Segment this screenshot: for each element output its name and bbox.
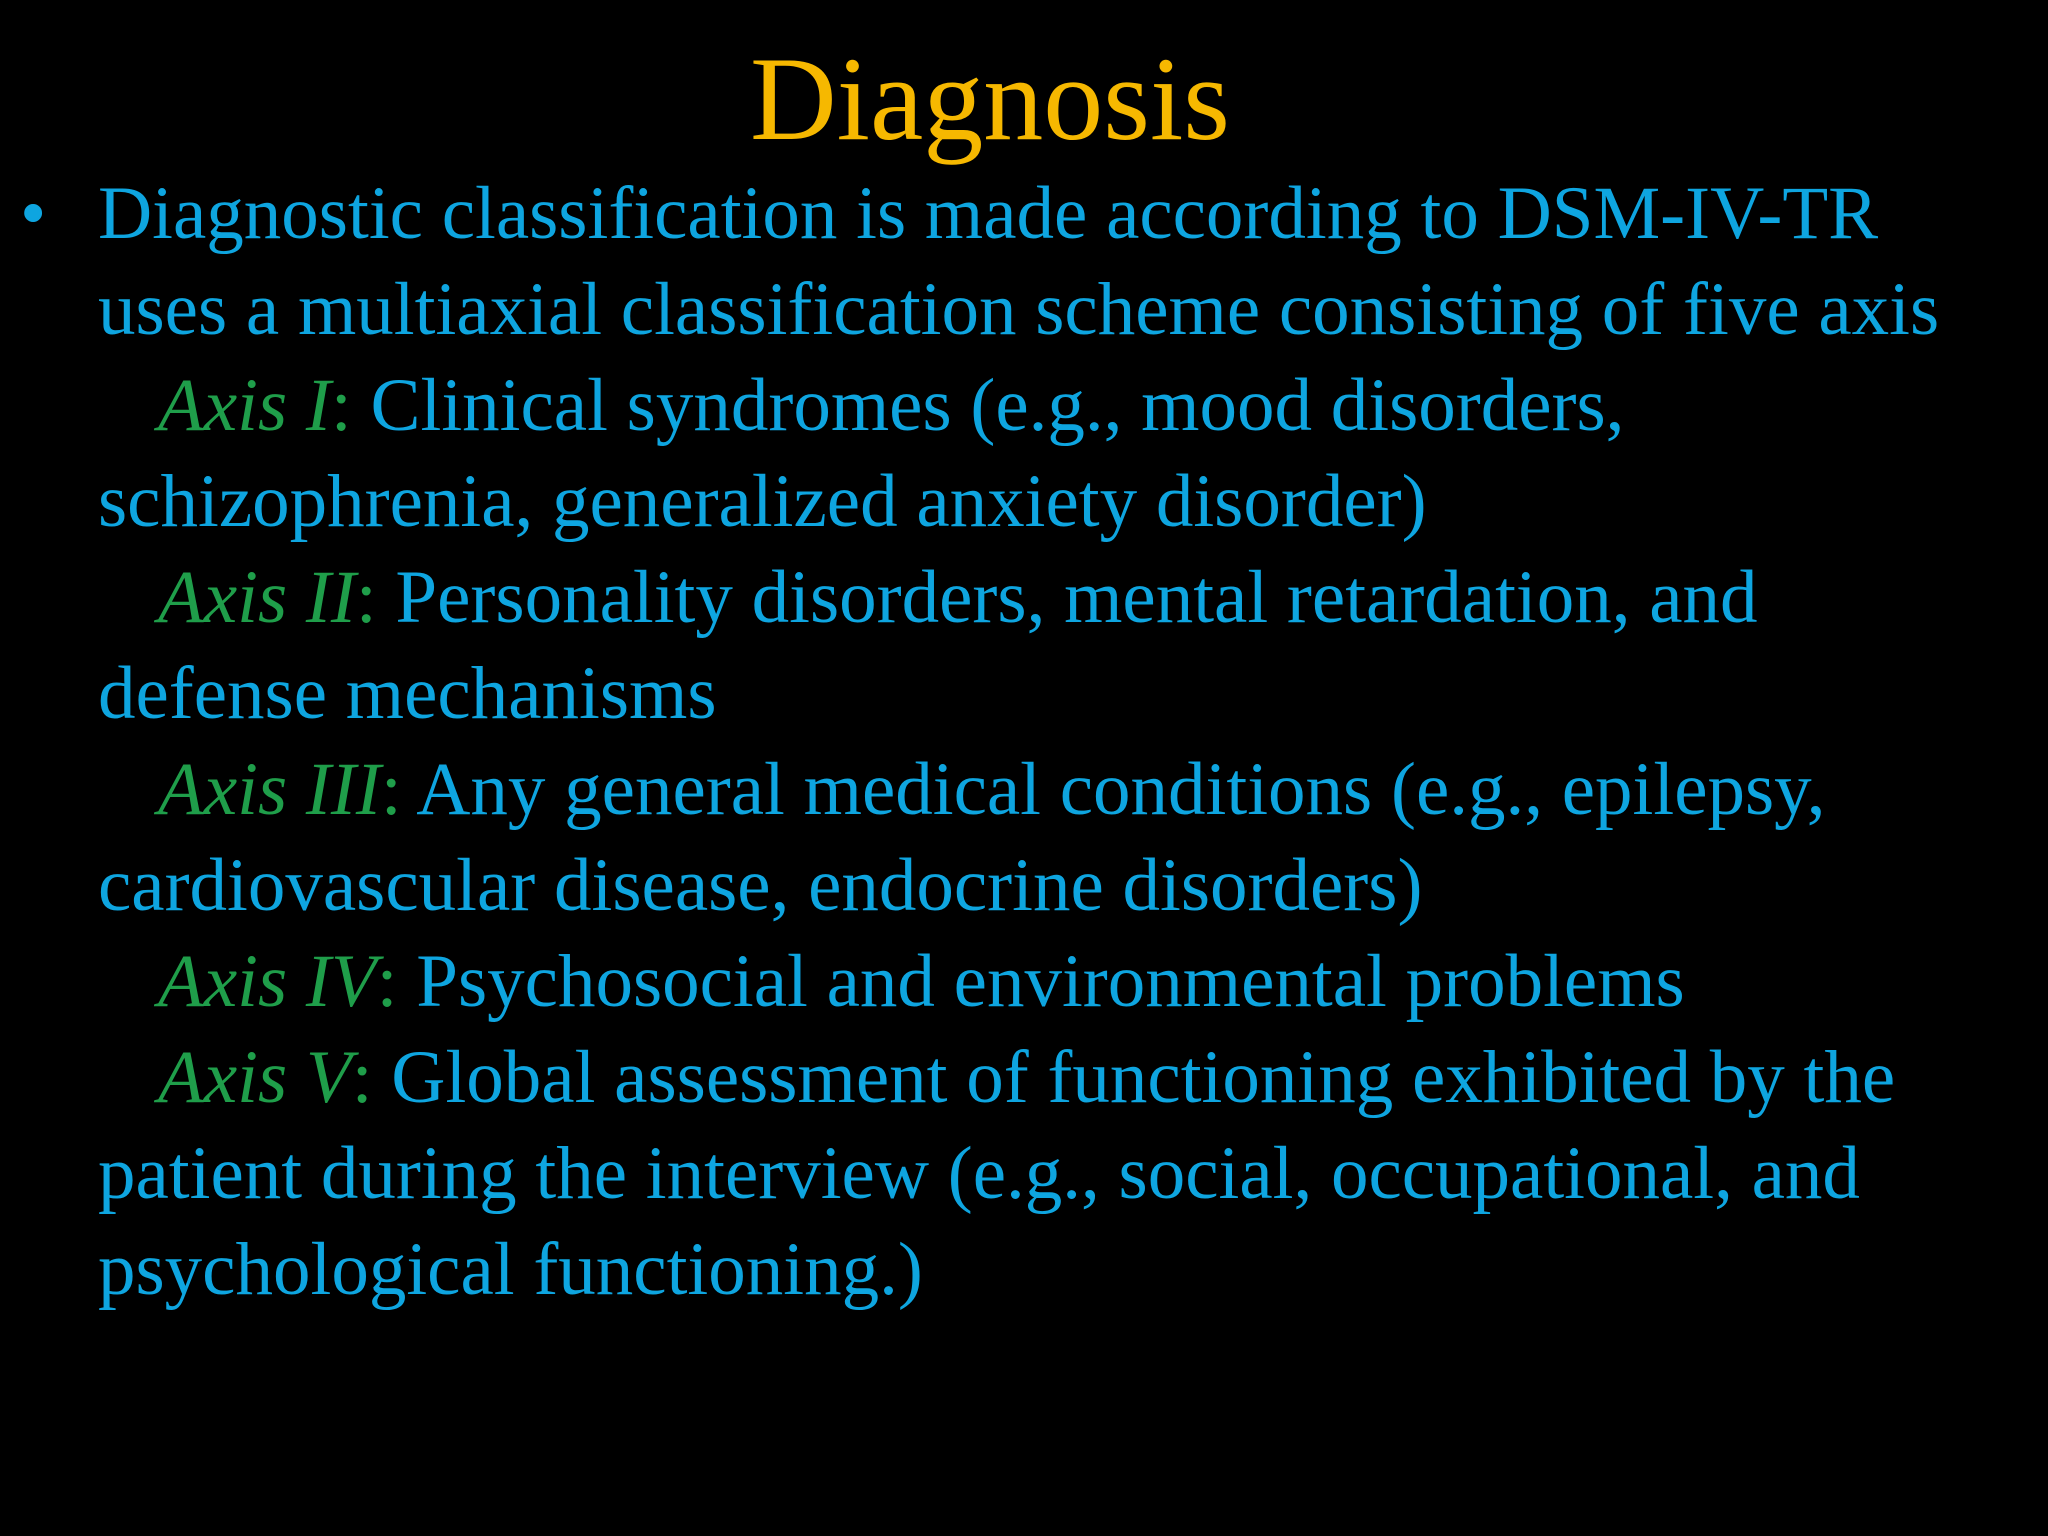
axis-2-colon: : (355, 556, 377, 639)
axis-1-colon: : (330, 364, 352, 447)
axis-4-colon: : (376, 940, 398, 1023)
axis-1-line-2: schizophrenia, generalized anxiety disorder) (98, 460, 1427, 543)
intro-line-1: Diagnostic classification is made according to DSM-IV-TR (98, 172, 1879, 255)
axis-4-text-1: Psychosocial and environmental problems (397, 940, 1685, 1023)
axis-4-line-1 (158, 934, 1685, 1030)
axis-5-label: Axis V (158, 1036, 352, 1119)
axis-3-line-1 (158, 742, 1826, 838)
axis-1-line-1 (158, 358, 1624, 454)
axis-1-text-1: Clinical syndromes (e.g., mood disorders, (351, 364, 1625, 447)
axis-2-line-1 (158, 550, 1758, 646)
axis-4-label: Axis IV (158, 940, 377, 1023)
axis-3-label: Axis III (158, 748, 381, 831)
axis-1-label: Axis I (158, 364, 331, 447)
axis-5-line-3: psychological functioning.) (98, 1228, 923, 1311)
axis-2-label: Axis II (158, 556, 356, 639)
axis-3-colon: : (380, 748, 402, 831)
axis-5-line-2: patient during the interview (e.g., social, occupational, and (98, 1132, 1860, 1215)
axis-3-text-1: Any general medical conditions (e.g., epilepsy, (401, 748, 1826, 831)
bullet-icon: • (20, 172, 47, 255)
axis-5-colon: : (351, 1036, 373, 1119)
axis-5-line-1 (158, 1030, 1895, 1126)
slide-title: Diagnosis (750, 32, 1230, 165)
intro-line-2: uses a multiaxial classification scheme consisting of five axis (98, 268, 1940, 351)
axis-2-line-2: defense mechanisms (98, 652, 717, 735)
axis-2-text-1: Personality disorders, mental retardation, and (376, 556, 1758, 639)
axis-5-text-1: Global assessment of functioning exhibited by the (372, 1036, 1896, 1119)
axis-3-line-2: cardiovascular disease, endocrine disorders) (98, 844, 1423, 927)
